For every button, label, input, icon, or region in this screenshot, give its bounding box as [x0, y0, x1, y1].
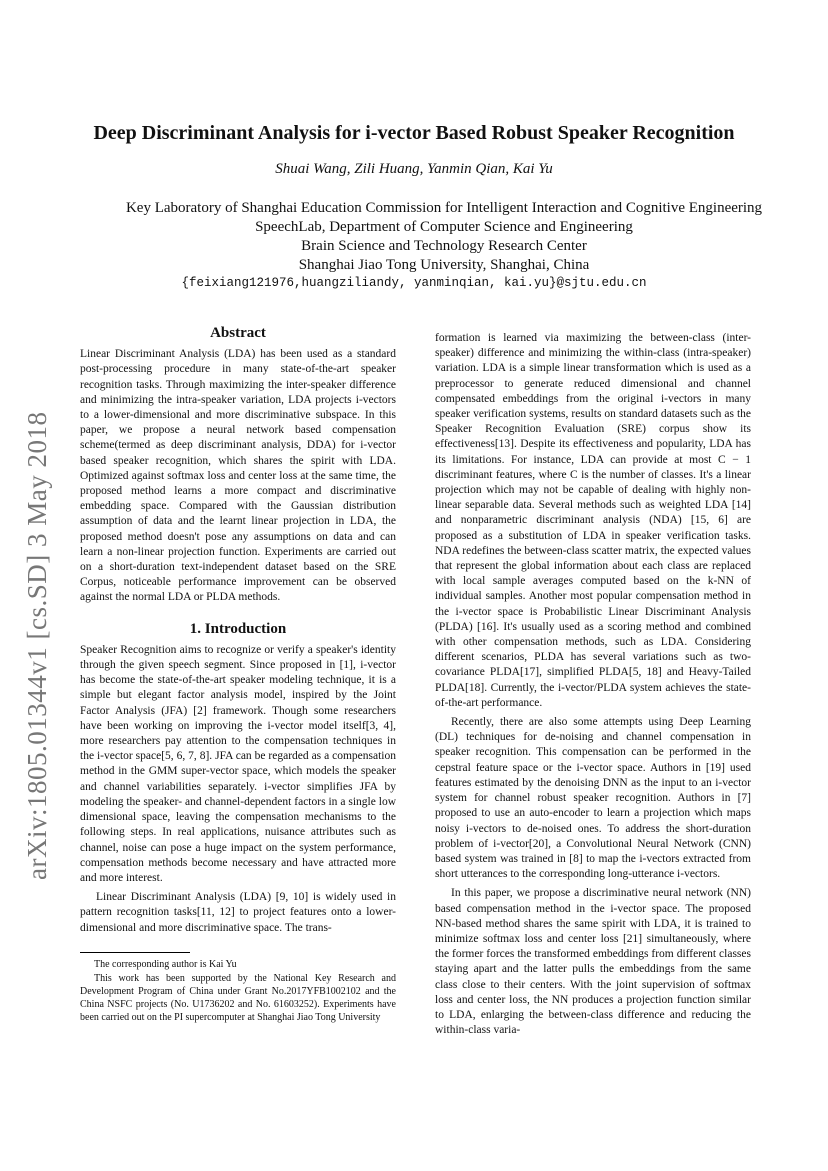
affiliation-line: Brain Science and Technology Research Center [301, 238, 587, 254]
abstract-text: Linear Discriminant Analysis (LDA) has been used as a standard post-processing procedure in many state-of-the-art speaker recognition tasks. Through maximizing the inter-speaker difference and minimizing the intra-speaker variation, LDA projects i-vectors to a lower-dimensional and more discriminative subspace. In this paper, we propose a neural network based compensation scheme(termed as deep discriminant analysis, DDA) for i-vector based speaker recognition, which shares the spirit with LDA. Optimized against softmax loss and center loss at the same time, the proposed method learns a more compact and discriminative embedding space. Compared with the Gaussian distribution assumption of data and the learnt linear projection in LDA, the proposed method doesn't pose any assumptions on data and can learn a non-linear projection function. Experiments are carried out on a short-duration text-independent dataset based on the SRE Corpus, noticeable performance improvement can be observed against the normal LDA or PLDA methods. [80, 348, 396, 604]
body-paragraph-3: In this paper, we propose a discriminative neural network (NN) based compensation method in the i-vector space. The proposed NN-based method shares the same spirit with LDA, it is trained to minimize softmax loss and center loss [21] simultaneously, where the former forces the transformed embeddings from different classes staying apart and the latter pulls the embeddings from the same class close to their centers. With the joint supervision of softmax loss and center loss, the NN produces a projection function similar to LDA, enlarging the between-class difference and reducing the within-class varia- [435, 887, 751, 1037]
footnote-funding: This work has been supported by the National Key Research and Development Program of China under Grant No.2017YFB1002102 and the China NSFC projects (No. U1736202 and No. 61603252). Experiments have been carried out on the PI supercomputer at Shanghai Jiao Tong University [80, 972, 396, 1023]
author-list: Shuai Wang, Zili Huang, Yanmin Qian, Kai Yu [275, 161, 553, 177]
body-paragraph-1: formation is learned via maximizing the between-class (inter-speaker) difference and minimizing the within-class (intra-speaker) variation. LDA is a simple linear transformation which is used as a preprocessor to generate reduced dimensional and channel compensated embeddings from the original i-vectors in many speaker verification systems, results on standard datasets such as the Speaker Recognition Evaluation (SRE) corpus show its effectiveness[13]. Despite its effectiveness and popularity, LDA has its limitations. For instance, LDA can provide at most C − 1 discriminant features, where C is the number of classes. It's a linear projection which may not be capable of dealing with highly non-linear separable data. Several methods such as weighted LDA [14] and nonparametric discriminant analysis (NDA) [15, 6] are proposed as a substitution of LDA in speaker verification tasks. NDA redefines the between-class scatter matrix, the expected values that represent the global information about each class are replaced with local sample averages computed based on the k-NN of individual samples. Another most popular compensation method in the i-vector space is Probabilistic Linear Discriminant Analysis (PLDA) [16]. It's usually used as a scoring method and combined with other compensation methods, such as LDA. Considering different scenarios, PLDA has several variations such as two-covariance PLDA[17], simplified PLDA[5, 18] and Heavy-Tailed PLDA[18]. Currently, the i-vector/PLDA system achieves the state-of-the-art performance. [435, 332, 751, 709]
introduction-heading: 1. Introduction [189, 620, 287, 637]
intro-paragraph-2: Linear Discriminant Analysis (LDA) [9, 10] is widely used in pattern recognition tasks[11, 12] to project features onto a lower-dimensional and more discriminative space. The trans- [80, 891, 396, 934]
author-emails: {feixiang121976,huangziliandy, yanminqian, kai.yu}@sjtu.edu.cn [181, 276, 647, 290]
left-column [80, 326, 396, 1024]
footnote-rule [80, 952, 190, 953]
right-column [435, 331, 751, 1038]
affiliation-line: Key Laboratory of Shanghai Education Commission for Intelligent Interaction and Cognitive Engineering [125, 200, 763, 216]
footnote-corresponding-author: The corresponding author is Kai Yu [94, 958, 237, 970]
paper-title: Deep Discriminant Analysis for i-vector Based Robust Speaker Recognition [93, 122, 735, 144]
affiliation-line: SpeechLab, Department of Computer Science and Engineering [255, 219, 633, 235]
abstract-heading: Abstract [210, 325, 266, 341]
body-paragraph-2: Recently, there are also some attempts using Deep Learning (DL) techniques for de-noising and channel compensation in speaker recognition. This compensation can be performed in the cepstral feature space or the i-vector space. Authors in [19] used features estimated by the denoising DNN as the input to an i-vector system for channel robust speaker recognition. Authors in [7] proposed to use an auto-encoder to learn a projection which maps noisy i-vectors to de-noised ones. To address the short-duration problem of i-vector[20], a Convolutional Neural Network (CNN) based system was trained in [8] to map the i-vectors extracted from short utterances to the corresponding long-utterance i-vectors. [435, 716, 751, 881]
affiliations [30, 199, 828, 275]
arxiv-identifier: arXiv:1805.01344v1 [cs.SD] 3 May 2018 [22, 411, 52, 880]
intro-paragraph-1: Speaker Recognition aims to recognize or verify a speaker's identity through the given speech segment. Since proposed in [1], i-vector has become the state-of-the-art speaker modeling technique, it is a simple but elegant factor analysis model, inspired by the Joint Factor Analysis (JFA) [2] framework. Though some researchers have been working on improving the i-vector model itself[3, 4], more researchers pay attention to the compensation techniques in the i-vector space[5, 6, 7, 8]. JFA can be regarded as a compensation method in the GMM super-vector space, which models the speaker and channel variabilities separately. i-vector simplifies JFA by modeling the speaker- and channel-dependent factors in a single low dimensional space, leaving the compensation mechanisms to the following steps. In real applications, nuisance attributes such as channel, noise can pose a huge impact on the system performance, compensation methods become necessary and have attracted more and more interest. [80, 643, 396, 884]
affiliation-line: Shanghai Jiao Tong University, Shanghai, China [298, 257, 590, 273]
